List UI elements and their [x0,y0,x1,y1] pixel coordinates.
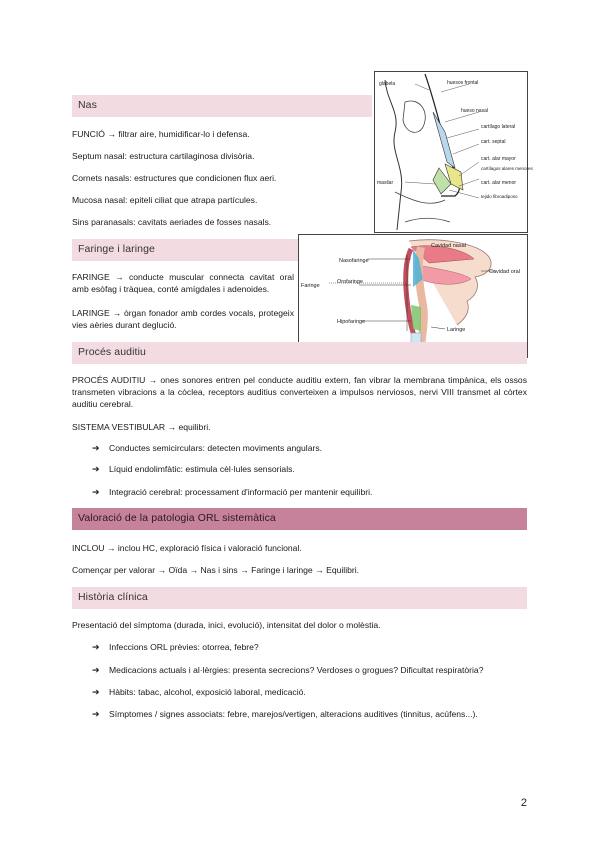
list-item-text: Infeccions ORL prèvies: otorrea, febre? [109,642,259,652]
list-item-text: Hàbits: tabac, alcohol, exposició laboral, medicació. [109,687,306,697]
nose-label-9: cart. alar menor [481,180,517,186]
throat-label-6: Hipofaringe [337,319,366,325]
list-item [92,641,259,653]
nose-label-5: cart. septal [481,139,506,145]
nose-anatomy-figure [374,71,533,233]
faringe-paragraph: FARINGE → conducte muscular connecta cavitat oral amb esòfag i tràquea, conté amígdales i adenoides. [72,272,294,294]
list-item-text: Integració cerebral: processament d'informació per mantenir equilibri. [109,487,373,497]
historia-intro: Presentació del símptoma (durada, inici, evolució), intensitat del dolor o molèstia. [72,620,381,630]
proces-auditiu-paragraph: PROCÉS AUDITIU → ones sonores entren pel conducte auditiu extern, fan vibrar la membrana timpànica, els ossos transmeten vibracions a la còclea, receptors auditius converteixen a impulsos nerviosos, nervi VIII transmet al còrtex auditiu cerebral. [72,375,527,409]
throat-label-7: Laringe [447,327,466,333]
nose-label-7: cartílagos alares menores [481,166,533,171]
section-header-faringe [72,239,298,261]
section-header-nas [72,95,372,117]
list-item-text: Conductes semicirculars: detecten moviments angulars. [109,443,323,453]
valoracio-line-inclou: INCLOU → inclou HC, exploració física i valoració funcional. [72,543,302,553]
laringe-paragraph: LARINGE → òrgan fonador amb cordes vocals, protegeix vies aèries durant deglució. [72,308,294,330]
nose-label-8: maxilar [377,180,394,186]
section-header-proces [72,342,527,364]
section-title-valoracio: Valoració de la patologia ORL sistemàtica [78,512,276,524]
throat-label-2: Nasofaringe [339,258,369,264]
section-title-faringe: Faringe i laringe [78,243,155,255]
arrow-icon: ➔ [92,665,100,675]
list-item [92,442,322,454]
valoracio-line-comencar: Començar per valorar → Oïda → Nas i sins → Faringe i laringe → Equilibri. [72,565,360,575]
arrow-icon: ➔ [92,687,100,697]
arrow-icon: ➔ [92,487,100,497]
pharynx-drawing [299,235,527,357]
nose-label-1: glabela [379,81,396,87]
nas-line-funcio: FUNCIÓ → filtrar aire, humidificar-lo i defensa. [72,129,250,139]
list-item-text: Líquid endolimfàtic: estimula cèl·lules sensorials. [109,464,295,474]
list-item [92,486,372,498]
page-number: 2 [520,797,527,809]
section-title-nas: Nas [78,99,97,111]
throat-label-4: Orofaringe [337,279,363,285]
nose-label-10: tejido fibroadiposo [481,194,518,199]
nas-line-cornets: Cornets nasals: estructures que condicionen flux aeri. [72,173,277,183]
list-item [92,686,306,698]
pharynx-larynx-figure [298,234,528,358]
sistema-vestibular-line: SISTEMA VESTIBULAR → equilibri. [72,422,211,432]
list-item [92,708,478,720]
section-title-proces: Procés auditiu [78,346,146,358]
arrow-icon: ➔ [92,464,100,474]
list-item [92,664,484,676]
arrow-icon: ➔ [92,709,100,719]
list-item [92,463,295,475]
nose-label-2: huesos frontal [447,80,479,86]
throat-label-3: Cavidad oral [489,269,520,275]
nose-label-6: cart. alar mayor [481,156,516,162]
section-header-historia [72,587,527,609]
nas-line-septum: Septum nasal: estructura cartilaginosa divisòria. [72,151,255,161]
list-item-text: Medicacions actuals i al·lèrgies: presenta secrecions? Verdoses o grogues? Dificultat respiratòria? [109,665,484,675]
section-title-historia: Història clínica [78,591,148,603]
nas-line-mucosa: Mucosa nasal: epiteli ciliat que atrapa partícules. [72,195,258,205]
nas-line-sins: Sins paranasals: cavitats aeriades de fosses nasals. [72,217,272,227]
nose-label-3: hueso nasal [461,108,488,114]
nose-label-4: cartílago lateral [481,124,516,130]
arrow-icon: ➔ [92,642,100,652]
section-header-valoracio [72,508,527,530]
throat-label-1: Cavidad nasal [431,243,466,249]
nose-anatomy-drawing [375,72,533,232]
throat-label-5: Faringe [301,283,320,289]
list-item-text: Símptomes / signes associats: febre, marejos/vertigen, alteracions auditives (tinnitus, acúfens...). [109,709,478,719]
arrow-icon: ➔ [92,443,100,453]
